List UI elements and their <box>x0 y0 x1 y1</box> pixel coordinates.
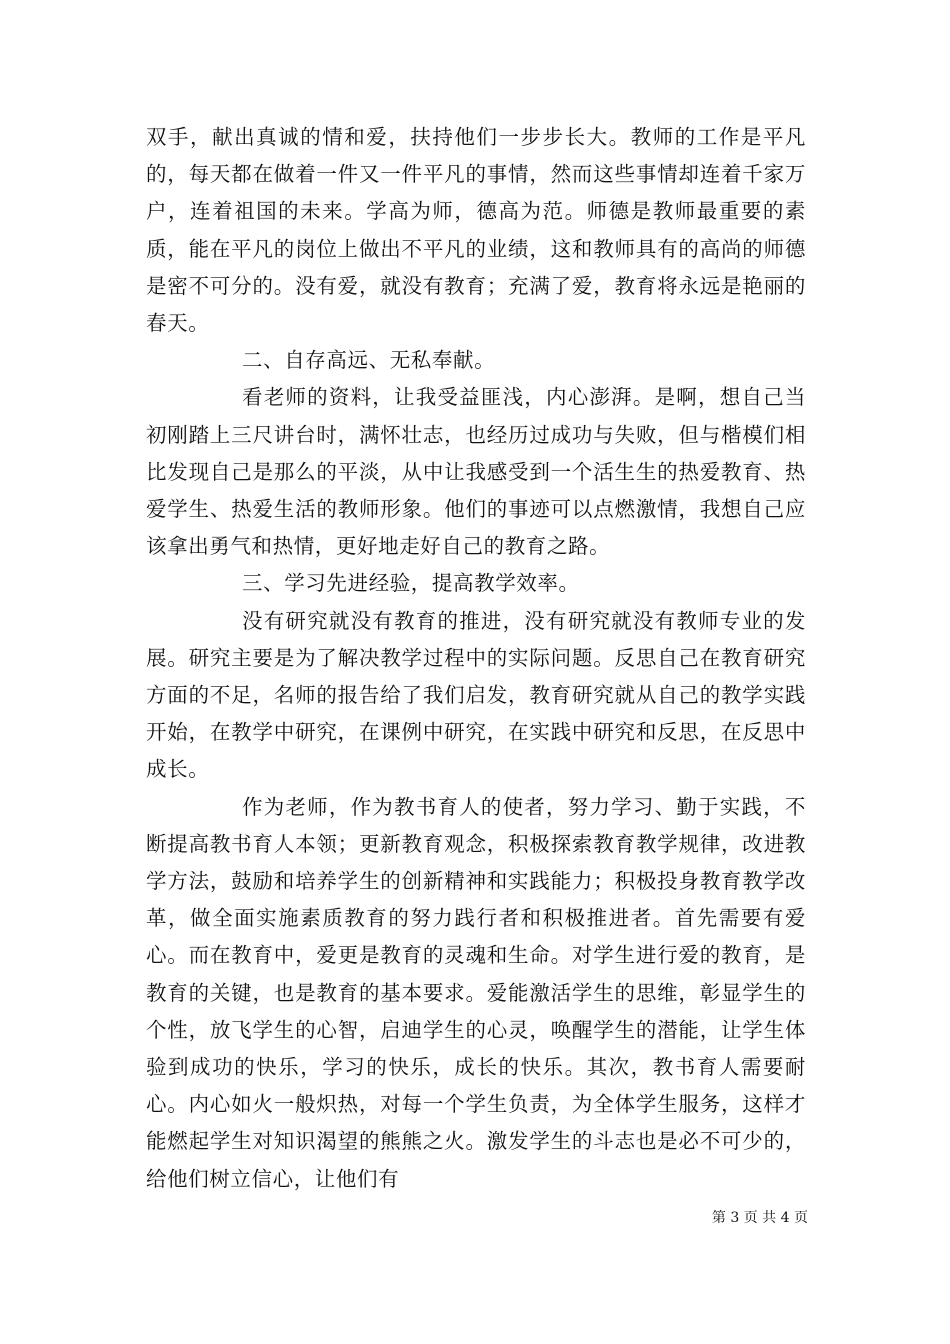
paragraph-4: 作为老师，作为教书育人的使者，努力学习、勤于实践，不断提高教书育人本领；更新教育观念，积极探索教育教学规律，改进教学方法，鼓励和培养学生的创新精神和实践能力；积极投身教育教学改革，做全面实施素质教育的努力践行者和积极推进者。首先需要有爱心。而在教育中，爱更是教育的灵魂和生命。对学生进行爱的教育，是教育的关键，也是教育的基本要求。爱能激活学生的思维，彰显学生的个性，放飞学生的心智，启迪学生的心灵，唤醒学生的潜能，让学生体验到成功的快乐，学习的快乐，成长的快乐。其次，教书育人需要耐心。内心如火一般炽热，对每一个学生负责，为全体学生服务，这样才能燃起学生对知识渴望的熊熊之火。激发学生的斗志也是必不可少的，给他们树立信心，让他们有 <box>146 794 806 1191</box>
paragraph-2: 看老师的资料，让我受益匪浅，内心澎湃。是啊，想自己当初刚踏上三尺讲台时，满怀壮志，也经历过成功与失败，但与楷模们相比发现自己是那么的平淡，从中让我感受到一个活生生的热爱教育、热爱学生、热爱生活的教师形象。他们的事迹可以点燃激情，我想自己应该拿出勇气和热情，更好地走好自己的教育之路。 <box>146 385 806 559</box>
paragraph-3: 没有研究就没有教育的推进，没有研究就没有教师专业的发展。研究主要是为了解决教学过程中的实际问题。反思自己在教育研究方面的不足，名师的报告给了我们启发，教育研究就从自己的教学实践开始，在教学中研究，在课例中研究，在实践中研究和反思，在反思中成长。 <box>146 608 806 782</box>
document-body <box>146 119 806 1198</box>
section-heading-2: 二、自存高远、无私奉献。 <box>242 348 496 373</box>
section-heading-3: 三、学习先进经验，提高教学效率。 <box>242 571 580 596</box>
paragraph-1: 双手，献出真诚的情和爱，扶持他们一步步长大。教师的工作是平凡的，每天都在做着一件又一件平凡的事情，然而这些事情却连着千家万户，连着祖国的未来。学高为师，德高为范。师德是教师最重要的素质，能在平凡的岗位上做出不平凡的业绩，这和教师具有的高尚的师德是密不可分的。没有爱，就没有教育；充满了爱，教育将永远是艳丽的春天。 <box>146 125 806 336</box>
page-number-footer: 第 3 页 共 4 页 <box>711 1210 808 1226</box>
